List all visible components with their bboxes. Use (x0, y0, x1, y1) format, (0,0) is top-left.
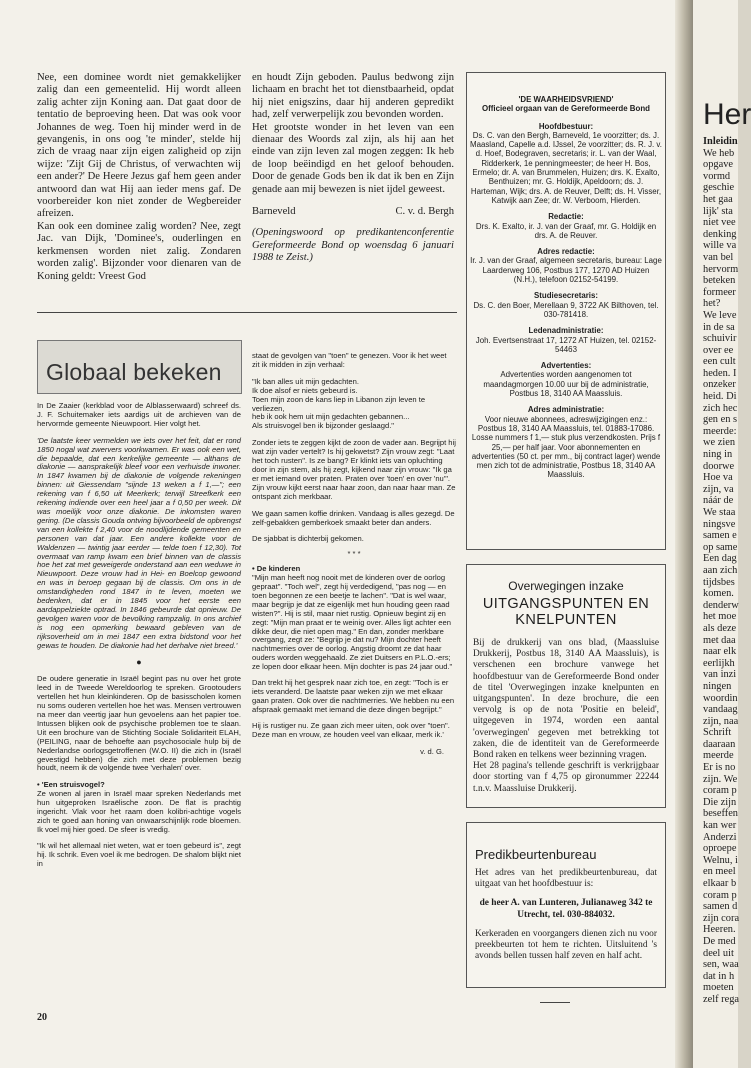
colophon-section-text: Ds. C. van den Bergh, Barneveld, 1e voorzitter; ds. J. Maasland, Capelle a.d. IJssel, 2e voorzitter; ds. R. J. v. d. Hoef, Bodegraven, secretaris; ir. L. van der Waal, Ridderkerk, 1e penningmeester; de heer H. Bos, Ermelo; dr. A. van Brummelen, Huizen; drs. K. Exalto, Benthuizen; mr. G. Holdijk, Apeldoorn; ds. J. Harteman, Wijk; drs. A. de Reuver, Delft; ds. H. Visser, Katwijk aan Zee; dr. W. Verboom, Hierden. (470, 130, 662, 205)
paragraph: Zonder iets te zeggen kijkt de zoon de vader aan. Begrijpt hij wat zijn vader vertelt? Is hij gekwetst? Zijn vrouw zegt: "Laat het toch rusten". Is ze bang? Er klinkt iets van opluchting door in zijn stem, als hij zegt, kijkend naar zijn vrouw: "Ik ga er met iemand over praten. Praten over 'toen' en over 'nu'". Zijn vrouw kijkt eerst naar haar zoon, dan naar haar man. Ze ontspant zich merkbaar. (252, 438, 456, 501)
next-page-line: zijn. We (703, 773, 738, 785)
colophon-section-text: Voor nieuwe abonnees, adreswijzigingen enz.: Postbus 18, 3140 AA Maassluis, tel. 01883-17086. Losse nummers f 1,— stuk plus verzendkosten. Prijs f 25,— per half jaar. Voor abonnementen en advertenties (50 ct. per mm., bij contract lager) wende men zich tot de administratie, Postbus 18, 3140 AA Maassluis. (471, 414, 661, 480)
author: C. v. d. Bergh (395, 206, 454, 218)
paragraph: "Ik wil het allemaal niet weten, wat er toen gebeurd is", zegt hij. Ik schrik. Even voel ik me bedrogen. De shalom blijkt niet in (37, 840, 241, 868)
quote-line: heb ik ook hem uit mijn gedachten gebannen... (252, 412, 410, 422)
paragraph: Hij is rustiger nu. Ze gaan zich meer uiten, ook over "toen". Deze man en vrouw, ze houden veel van elkaar, merk ik.' (252, 720, 450, 739)
next-page-line: het moe (703, 611, 737, 623)
next-page-edge (693, 0, 751, 1068)
archive-quote: 'De laatste keer vermelden we iets over het feit, dat er rond 1850 nogal wat zwervers voorkwamen. Er was ook een wet, die bepaalde, dat een kerkelijke gemeente — althans de diakonie — aansprakelijk bleef voor een verhuisde inwoner. In 1847 kwamen bij de diakonie de volgende rekeningen binnen: uit Giessendam "sijnde 13 weken a f 1,—"; een rekening van f 6,50 uit Meerkerk; terwijl Streefkerk een rekening indiende over een heel jaar a f 0,50 per week. Dit was moeilijk voor onze diakonie. De inkomsten waren gering. (De classis Gouda ontving bijvoorbeeld de opbrengst van een kollekte f 2,40 voor de noodlijdende gemeenten en personen van dat jaar. Een andere kollekte voor de Waldenzen — twintig jaar eerder — telde toen f 12,30). Tot overmaat van ramp kwam een brief binnen van de classis hoe het zat met geweigerde onderstand aan een weduwe in Nieuwpoort. Deze vrouw had in Hei- en Boelcop gewoond en was in beroep gegaan bij de classis. Om ons in de omstandigheden rond 1847 in te leven, moeten we bedenken, dat er in 1845 voor het eerste een aardappelziekte optrad. In 1846 gebeurde dat opnieuw. De gevolgen waren voor de bevolking rampzalig. In ons archief is nog een opmerking bewaard gebleven van de rijksoverheid om in mei 1847 een extra bidstond voor het gewas te houden. De diakonie had het derhalve niet breed.' (37, 435, 241, 650)
paragraph: Ze wonen al jaren in Israël maar spreken Nederlands met hun uitgeproken Israëlische zoon. De flat is prachtig ingericht. Vlak voor het raam doen kolibri-achtige vogels zich te goed aan honing van onwaarschijnlijk rode bloemen. Ik voel mij hier goed. De sfeer is vredig. (37, 789, 241, 834)
next-page-line: op same (703, 541, 738, 553)
next-page-line: Inleidin (703, 136, 738, 147)
next-page-line: naar elk (703, 646, 737, 658)
next-page-line: aan zich (703, 564, 738, 576)
next-page-line: beteken (703, 275, 736, 287)
colophon-box (466, 72, 666, 550)
overwegingen-box (466, 564, 666, 808)
section-heading: Globaal bekeken (46, 359, 222, 385)
top-left-column (37, 72, 241, 283)
star-separator: * * * (347, 549, 361, 559)
box-text: Het adres van het predikbeurtenbureau, dat uitgaat van het hoofdbestuur is: (475, 868, 657, 890)
next-page-line: onzeker (703, 379, 736, 391)
next-page-line: opgave (703, 159, 734, 171)
globaal-column (37, 402, 241, 869)
box-text: Bij de drukkerij van ons blad, (Maassluise Drukkerij, Postbus 18, 3140 AA Maassluis), is verschenen een brochure vanwege het hoofdbestuur van de Gereformeerde Bond onder de titel 'Overwegingen inzake knelpunten en uitgangspunten'. In deze brochure, die een vervolg is op de nota 'Positie en beleid', uitgegeven in 1974, worden een aantal 'overwegingen' gegeven met betrekking tot zaken, die de identiteit van de Gereformeerde Bond raken en telkens weer bezinning vragen. (473, 638, 659, 761)
paragraph: De sjabbat is dichterbij gekomen. (252, 534, 364, 544)
predikbeurten-box (466, 822, 666, 988)
next-page-line: ning in (703, 449, 733, 461)
colophon-section-heading: Studiesecretaris: (533, 291, 599, 301)
box-title: UITGANGSPUNTEN EN KNELPUNTEN (482, 596, 650, 628)
next-page-line: met daa (703, 634, 736, 646)
next-page-line: gen en s (703, 414, 738, 426)
next-page-line: meerde (703, 750, 734, 762)
next-page-line: in de sa (703, 321, 735, 333)
quote-line: Toen mijn zoon de kans liep in Libanon zijn leven te verliezen, (252, 394, 426, 413)
next-page-line: formeer (703, 286, 736, 298)
page-number: 20 (37, 1012, 47, 1023)
page-gutter (675, 0, 693, 1068)
colophon-section-text: Ds. C. den Boer, Merellaan 9, 3722 AK Bilthoven, tel. 030-781418. (473, 300, 659, 319)
middle-lower-column (252, 352, 456, 756)
next-page-line: van inzi (703, 669, 737, 681)
next-page-line: We staa (703, 507, 736, 518)
colophon-section-heading: Adres administratie: (527, 405, 605, 415)
next-page-line: eerlijkh (703, 657, 735, 669)
next-page-line: kan wer (703, 820, 737, 832)
divider (37, 312, 457, 313)
next-page-line: lijk' sta (703, 205, 733, 217)
quote-line: "Ik ban alles uit mijn gedachten. (252, 376, 359, 386)
next-page-line: een cult (703, 356, 736, 368)
signature: v. d. G. (420, 746, 444, 756)
colophon-section-heading: Ledenadministratie: (528, 326, 604, 336)
colophon-section-text: Advertenties worden aangenomen tot maandagmorgen 10.00 uur bij de administratie, Postbus 18, 3140 AA Maassluis. (483, 370, 649, 399)
next-page-line: zijn cora (703, 912, 740, 924)
paragraph: Nee, een dominee wordt niet gemakkelijker zalig dan een gemeentelid. Hij wordt alleen zalig achter zijn Koning aan. Dat gaat door de tentatio de beproeving heen. Dat was ook voor Johannes de weg. Toen hij minder werd in de gevangenis, in ons oog 'te minder', stelde hij zich de vraag naar zijn eigen zaligheid op zijn wijze: 'Zijt Gij de Christus, of verwachten wij een ander?' De Heere Jezus gaf hem geen ander antwoord dan wat Hij aan ieder mens gaf. De voorbereider kon niet zonder de Wegbereider afreizen. (37, 72, 241, 220)
colophon-section-heading: Adres redactie: (537, 247, 595, 257)
next-page-line: van bel (703, 251, 734, 263)
next-page-line: Anderzi (703, 831, 737, 843)
colophon-section-text: Ir. J. van der Graaf, algemeen secretaris, bureau: Lage Laarderweg 106, Postbus 177, 1270 AD Huizen (N.H.), telefoon 02152-54199. (470, 256, 662, 285)
quoted-lines (252, 378, 456, 431)
contact-address: de heer A. van Lunteren, Julianaweg 342 te Utrecht, tel. 030-884032. (479, 898, 653, 920)
intro: In De Zaaier (kerkblad voor de Alblasserwaard) schreef ds. J. F. Schuitemaker iets aardigs uit de archieven van de hervormde gemeente Nieuwpoort. Hier volgt het. (37, 401, 241, 428)
bullet-separator: ● (136, 657, 142, 668)
colophon-title: 'DE WAARHEIDSVRIEND' (518, 95, 614, 104)
next-page-line: De med (703, 935, 736, 947)
next-page-line: Welnu, i (703, 854, 738, 866)
next-page-line: We heb (703, 147, 735, 159)
next-page-line: daaraan (703, 738, 736, 750)
colophon-section-text: Drs. K. Exalto, ir. J. van der Graaf, mr. G. Holdijk en drs. A. de Reuver. (475, 221, 657, 240)
next-page-line: geschie (703, 182, 735, 194)
bottom-mark (540, 1002, 570, 1003)
next-page-line: oproepe (703, 843, 737, 855)
next-page-line: woordin (703, 692, 738, 704)
next-page-line: niet vee (703, 217, 736, 229)
next-page-line: Die zijn (703, 796, 737, 808)
box-text: Het 28 pagina's tellende geschrift is verkrijgbaar door storting van f 4,75 op gironummer 22244 t.n.v. Maassluise Drukkerij. (473, 761, 659, 794)
top-middle-column (252, 72, 454, 265)
colophon-section-heading: Hoofdbestuur: (538, 121, 594, 131)
next-page-line: náár de (703, 495, 734, 507)
next-page-line: coram p (703, 889, 737, 901)
next-page-line: hervorm (703, 263, 739, 275)
colophon-subtitle: Officieel orgaan van de Gereformeerde Bond (482, 104, 650, 114)
signature-line (252, 206, 454, 218)
next-page-line: zijn, naa (703, 715, 739, 727)
next-page-line: heid. Di (703, 391, 737, 403)
paragraph: We gaan samen koffie drinken. Vandaag is alles gezegd. De zelf-gebakken gemberkoek smaakt beter dan anders. (252, 508, 455, 527)
next-page-line: heden. I (703, 367, 737, 379)
box-kicker: Overwegingen inzake (508, 579, 624, 593)
next-page-line: beseffen (703, 808, 739, 820)
box-text: Kerkeraden en voorgangers dienen zich nu voor preekbeurten tot hem te richten. Uitsluitend 's avonds bellen tussen half zeven en half acht. (475, 928, 657, 962)
next-page-text (703, 136, 739, 1006)
next-page-line: zich hec (703, 402, 738, 414)
next-page-line: zijn, va (703, 483, 734, 495)
next-page-line: We leve (703, 309, 737, 321)
colophon-section-heading: Redactie: (548, 212, 584, 222)
next-page-line: Hoe va (703, 472, 733, 484)
paragraph: en houdt Zijn geboden. Paulus bedwong zijn lichaam en bracht het tot dienstbaarheid, opdat hij niet enigszins, daar hij anderen gepredikt had, zelf verwerpelijk zou bevonden worden. (252, 72, 454, 121)
paragraph: "Mijn man heeft nog nooit met de kinderen over de oorlog gepraat". "Toch wel", zegt hij verdedigend, "pas nog — en toen begonnen ze een beetje te lachen". "Dat is wel waar, maar begrijp je dat ze eigenlijk met hun houding geen raad wisten?". Hij is stil, maar niet rustig. Opnieuw begint zij en zegt: "Mijn man praat er te weinig over. Alles ligt achter een dikke deur, die niet open mag." En dan, zonder merkbare overgang, zegt ze: "Begrijp je dat nu? Mijn dochter heeft nachtmerries over de oorlog. Angstig droomt ze dat haar ouders worden weggehaald. Ze ziet Duitsers en P.L.O.-ers; ze lopen door elkaar heen. Mijn dochter is pas 24 jaar oud." (252, 573, 453, 672)
paragraph: Het grootste wonder in het leven van een dienaar des Woords zal zijn, als hij aan het einde van zijn leven zal mogen zeggen: Ik heb de loop beëindigd en het geloof behouden. Door de genade Gods ben ik dat ik ben en Zijn genade aan mij bewezen is niet ijdel geweest. (252, 121, 454, 195)
next-page-line: schuivir (703, 333, 737, 345)
next-page-line: Heeren. (703, 924, 736, 936)
next-page-line: doorwe (703, 460, 735, 472)
quote-line: Ik doe alsof er niets gebeurd is. (252, 385, 358, 395)
next-page-line: we zien (703, 437, 736, 449)
colophon-section-text: Joh. Evertsenstraat 17, 1272 AT Huizen, tel. 02152-54463 (475, 335, 657, 354)
section-header-box (37, 340, 242, 394)
subheading: • 'Een struisvogel? (37, 780, 105, 790)
quote-line: Als struisvogel ben ik bijzonder geslaagd." (252, 421, 394, 431)
next-page-line: denderw (703, 599, 739, 611)
paragraph: De oudere generatie in Israël begint pas nu over het grote leed in de Tweede Wereldoorlog te spreken. Grootouders vertellen het hun kleinkinderen. Op de basisscholen komen nu soms ouderen vertellen hoe het was. Mensen vertrouwen na meer dan veertig jaar hun gevoelens aan het papier toe. Intussen blijken ook de psychische problemen toe te slaan. Uit een brochure van de Stichting Sociale Solidariteit ELAH, (PEILING, naar de behoefte aan psychosociale hulp bij de Nederlandse oorlogsgetroffenen (W.O. II) die zich in (Israël gevestigd hebben) die zich met deze problemen bezig houdt, neem ik de volgende twee 'verhalen' over. (37, 674, 241, 773)
next-page-line: ningsve (703, 518, 736, 530)
next-page-heading: Her (703, 98, 751, 131)
next-page-line: coram p (703, 785, 737, 797)
next-page-line: ningen (703, 680, 732, 692)
next-page-line: deel uit (703, 947, 734, 959)
next-page-line: vormd (703, 170, 731, 182)
next-page-line: als deze (703, 622, 737, 634)
colophon-section-heading: Advertenties: (540, 361, 592, 371)
next-page-line: Schrift (703, 727, 732, 739)
article-note: (Openingswoord op predikantenconferentie Gereformeerde Bond op woensdag 6 januari 1988 te Zeist.) (252, 227, 454, 264)
next-page-line: het gaa (703, 193, 733, 205)
paragraph: Dan trekt hij het gesprek naar zich toe, en zegt: "Toch is er iets veranderd. De laatste paar weken zijn we met elkaar gaan praten. Ook over die nachtmerries. We hebben nu een afspraak gemaakt met iemand die deze dingen begrijpt." (252, 678, 455, 714)
next-page-line: komen. (703, 588, 734, 600)
next-page-line: over ee (703, 344, 734, 356)
paragraph: Kan ook een dominee zalig worden? Nee, zegt Jac. van Dijk, 'Dominee's, ouderlingen en kerkmensen worden niet zalig. Zondaren worden zalig'. Bijzonder voor dienaren van de Koning geldt: Vreest God (37, 220, 241, 282)
box-title: Predikbeurtenbureau (475, 847, 597, 862)
next-page-line: samen d (703, 901, 738, 913)
next-page-line: dat in h (703, 970, 735, 982)
next-page-line: denking (703, 228, 737, 240)
next-page-line: wille va (703, 240, 737, 252)
next-page-line: sen, waa (703, 959, 739, 971)
next-page-line: samen e (703, 530, 737, 542)
next-page-line: tijdsbes (703, 576, 735, 588)
next-page-line: Een dag (703, 553, 737, 565)
next-page-line: Er is no (703, 762, 736, 774)
subheading: • De kinderen (252, 564, 301, 574)
paragraph: staat de gevolgen van "toen" te genezen. Voor ik het weet zit ik midden in zijn verhaal: (252, 351, 447, 369)
colophon-sections (470, 122, 662, 480)
next-page-line: meerde: (703, 425, 737, 437)
next-page-line: zelf rega (703, 993, 740, 1005)
next-page-line: elkaar b (703, 878, 737, 889)
next-page-line: vandaag (703, 704, 738, 716)
next-page-line: het? (703, 298, 721, 310)
next-page-line: moeten (703, 982, 734, 994)
place: Barneveld (252, 206, 296, 218)
next-page-line: en meel (703, 866, 736, 878)
